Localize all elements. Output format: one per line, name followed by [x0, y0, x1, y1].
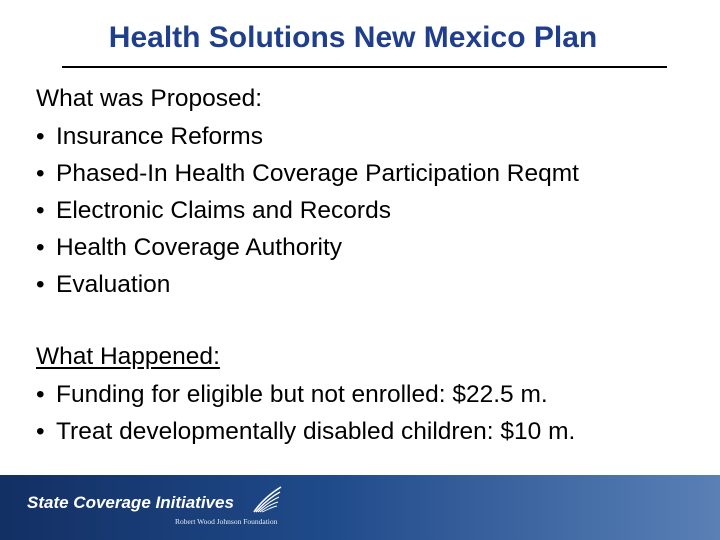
- list-item-text: Insurance Reforms: [56, 123, 263, 150]
- list-item-text: Treat developmentally disabled children: $10 m.: [56, 418, 576, 445]
- proposed-item-coverage-authority: [36, 229, 579, 266]
- proposed-heading: What was Proposed:: [36, 85, 263, 112]
- list-item-text: Health Coverage Authority: [56, 234, 342, 261]
- footer-foundation-name: Robert Wood Johnson Foundation: [175, 517, 278, 526]
- list-item-text: Phased-In Health Coverage Participation Reqmt: [56, 160, 579, 187]
- bullet-icon: •: [36, 418, 45, 445]
- bullet-icon: •: [36, 381, 45, 408]
- proposed-item-insurance-reforms: [36, 118, 579, 155]
- bullet-icon: •: [36, 197, 45, 224]
- happened-item-funding: [36, 376, 575, 413]
- proposed-item-evaluation: [36, 266, 579, 303]
- bullet-icon: •: [36, 234, 45, 261]
- list-item-text: Funding for eligible but not enrolled: $22.5 m.: [56, 381, 548, 408]
- happened-item-disabled-children: [36, 413, 575, 450]
- bullet-icon: •: [36, 160, 45, 187]
- proposed-item-electronic-claims: [36, 192, 579, 229]
- rwjf-flame-logo-icon: [250, 485, 284, 515]
- happened-heading: What Happened:: [36, 343, 220, 370]
- bullet-icon: •: [36, 271, 45, 298]
- slide-title: Health Solutions New Mexico Plan: [108, 21, 598, 54]
- list-item-text: Electronic Claims and Records: [56, 197, 391, 224]
- list-item-text: Evaluation: [56, 271, 171, 298]
- proposed-item-participation-reqmt: [36, 155, 579, 192]
- title-divider: [62, 66, 667, 68]
- footer-brand: State Coverage Initiatives: [27, 493, 234, 512]
- footer-bar: [0, 475, 720, 540]
- happened-list: [36, 376, 575, 450]
- proposed-list: [36, 118, 579, 303]
- bullet-icon: •: [36, 123, 45, 150]
